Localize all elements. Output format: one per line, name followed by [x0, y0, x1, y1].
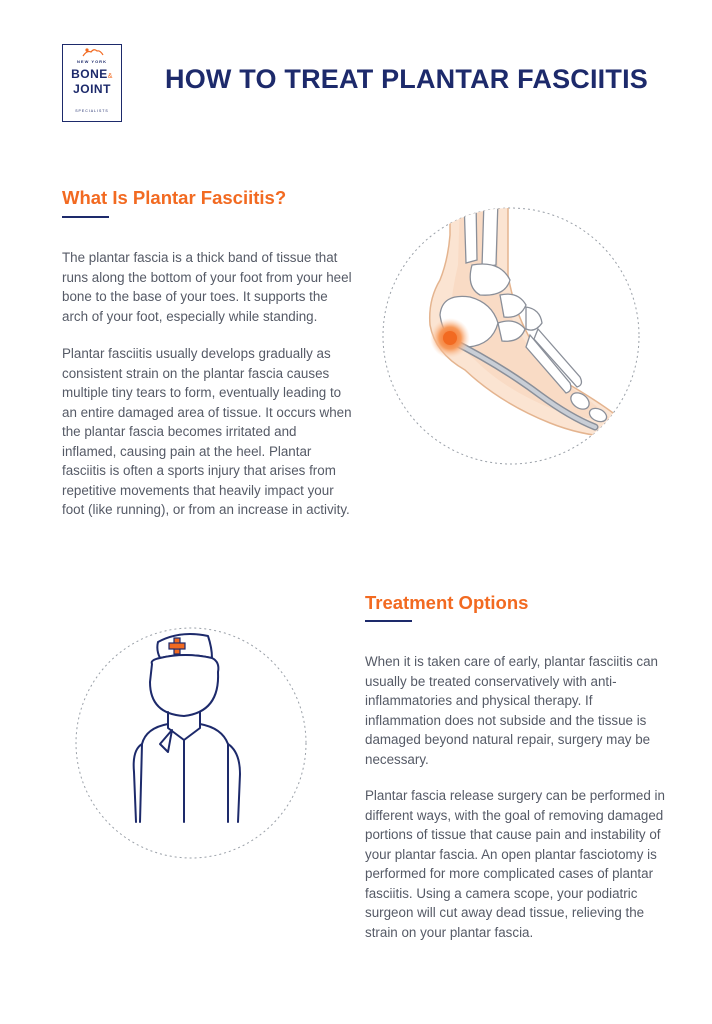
- reclining-figure-icon: [81, 46, 105, 58]
- page-title: HOW TO TREAT PLANTAR FASCIITIS: [165, 64, 648, 94]
- logo-bone-text: BONE: [71, 67, 108, 81]
- section2-heading: Treatment Options: [365, 592, 529, 613]
- logo-top-text: NEW YORK: [77, 59, 107, 64]
- section1-heading: What Is Plantar Fasciitis?: [62, 187, 287, 208]
- section1-heading-rule: [62, 216, 109, 218]
- logo-line2: JOINT: [73, 82, 111, 96]
- foot-skeleton-icon: [380, 205, 642, 467]
- section1-paragraph-1: The plantar fascia is a thick band of tissue that runs along the bottom of your foot from your heel bone to the base of your toes. It supports the arch of your foot, especially while standing.: [62, 250, 352, 324]
- logo-amp: &: [107, 73, 113, 80]
- logo-bottom-text: SPECIALISTS: [75, 109, 109, 113]
- section1-paragraph-2: Plantar fasciitis usually develops gradually as consistent strain on the plantar fascia causes multiple tiny tears to form, eventually leading to an entire damaged area of tissue. It occurs when the plantar fascia becomes irritated and inflamed, causing pain at the heel. Plantar fasciitis is often a sports injury that arises from repetitive movements that heavily impact your foot (like running), or from an increase in activity.: [62, 346, 352, 517]
- section2-heading-rule: [365, 620, 412, 622]
- section2-paragraph-1: When it is taken care of early, plantar fasciitis can usually be treated conservatively with anti-inflammatories and physical therapy. If inflammation does not subside and the tissue is damaged beyond natural repair, surgery may be necessary.: [365, 654, 658, 767]
- logo-line1: [63, 67, 121, 81]
- doctor-icon: [60, 612, 322, 874]
- section2-paragraph-2: Plantar fascia release surgery can be performed in different ways, with the goal of removing damaged portions of tissue that cause pain and instability of your plantar fascia. An open plantar fasciotomy is performed for more complicated cases of plantar fasciitis. Using a camera scope, your podiatric surgeon will cut away dead tissue, relieving the strain on your plantar fascia.: [365, 788, 665, 940]
- brand-logo: [62, 44, 122, 122]
